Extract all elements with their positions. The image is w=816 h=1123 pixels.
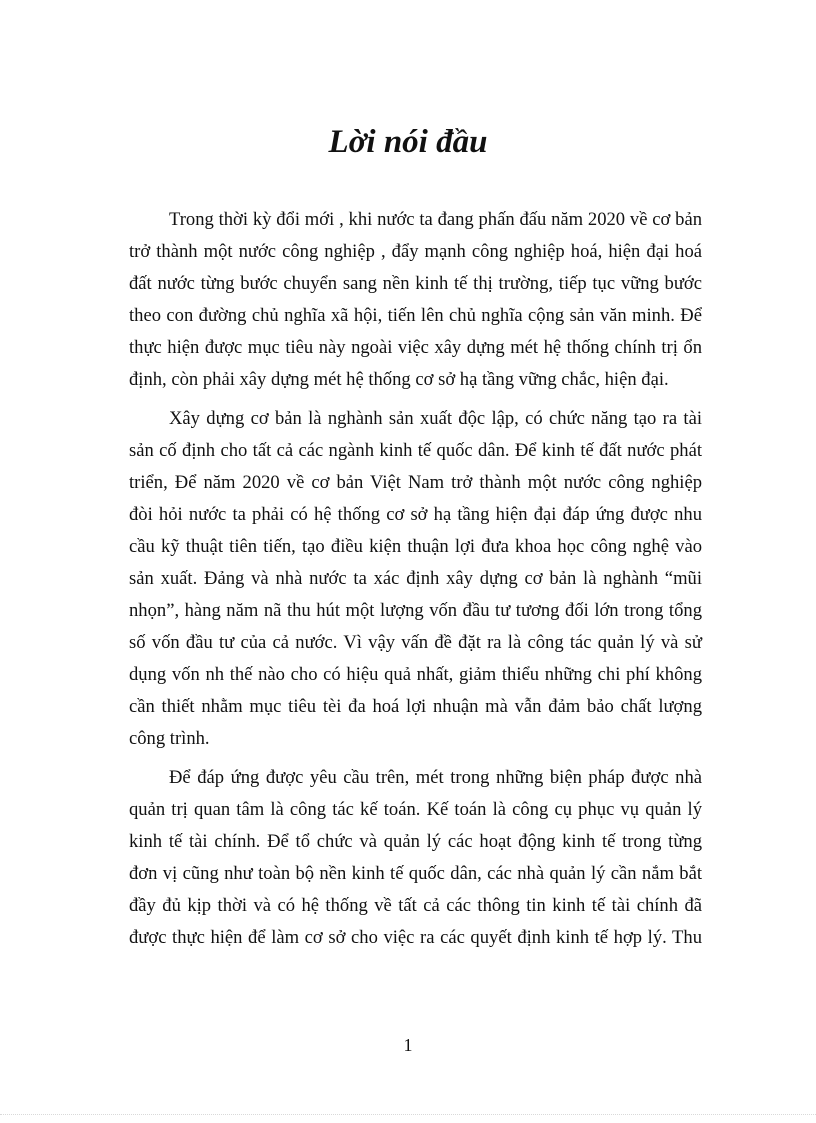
- paragraph-line: dụng vốn nh thế nào cho có hiệu quả nhất, giảm thiểu những chi phí không: [129, 664, 702, 685]
- paragraph-line: đầy đủ kịp thời và có hệ thống về tất cả các thông tin kinh tế tài chính đã: [129, 895, 702, 916]
- paragraph-line: Xây dựng cơ bản là nghành sản xuất độc lập, có chức năng tạo ra tài: [169, 408, 702, 429]
- paragraph-line: sản cố định cho tất cả các ngành kinh tế quốc dân. Để kinh tế đất nước phát: [129, 440, 702, 461]
- paragraph-line: đơn vị cũng như toàn bộ nền kinh tế quốc dân, các nhà quản lý cần nắm bắt: [129, 863, 702, 884]
- paragraph-line: Để đáp ứng được yêu cầu trên, mét trong những biện pháp được nhà: [169, 767, 702, 788]
- paragraph-line: nhọn”, hàng năm nã thu hút một lượng vốn đầu tư tương đối lớn trong tổng: [129, 600, 702, 621]
- paragraph-line: đòi hỏi nước ta phải có hệ thống cơ sở hạ tầng hiện đại đáp ứng được nhu: [129, 504, 702, 525]
- paragraph-line: thực hiện được mục tiêu này ngoài việc xây dựng mét hệ thống chính trị ổn: [129, 337, 702, 358]
- page-title: Lời nói đầu: [328, 124, 488, 160]
- paragraph-line: quản trị quan tâm là công tác kế toán. Kế toán là công cụ phục vụ quản lý: [129, 799, 702, 820]
- page-number: 1: [403, 1035, 413, 1055]
- paragraph-line: theo con đường chủ nghĩa xã hội, tiến lên chủ nghĩa cộng sản văn minh. Để: [129, 305, 702, 326]
- paragraph-line: cần thiết nhằm mục tiêu tèi đa hoá lợi nhuận mà vẫn đảm bảo chất lượng: [129, 696, 702, 717]
- paragraph-line: được thực hiện để làm cơ sở cho việc ra các quyết định kinh tế hợp lý. Thu: [129, 927, 702, 948]
- page-bottom-divider: [0, 1114, 816, 1115]
- paragraph-line: sản xuất. Đảng và nhà nước ta xác định xây dựng cơ bản là nghành “mũi: [129, 568, 702, 589]
- paragraph-line: đất nước từng bước chuyển sang nền kinh tế thị trường, tiếp tục vững bước: [129, 273, 702, 294]
- paragraph-line: triển, Để năm 2020 về cơ bản Việt Nam trở thành một nước công nghiệp: [129, 472, 702, 493]
- paragraph-line: trở thành một nước công nghiệp , đẩy mạnh công nghiệp hoá, hiện đại hoá: [129, 241, 702, 262]
- paragraph-line: kinh tế tài chính. Để tổ chức và quản lý các hoạt động kinh tế trong từng: [129, 831, 702, 852]
- paragraph-line: định, còn phải xây dựng mét hệ thống cơ sở hạ tầng vững chắc, hiện đại.: [129, 369, 669, 390]
- paragraph-line: Trong thời kỳ đổi mới , khi nước ta đang phấn đấu năm 2020 về cơ bản: [169, 209, 702, 230]
- paragraph-line: công trình.: [129, 728, 210, 749]
- paragraph-line: cầu kỹ thuật tiên tiến, tạo điều kiện thuận lợi đưa khoa học công nghệ vào: [129, 536, 702, 557]
- paragraph-line: số vốn đầu tư của cả nước. Vì vậy vấn đề đặt ra là công tác quản lý và sử: [129, 632, 702, 653]
